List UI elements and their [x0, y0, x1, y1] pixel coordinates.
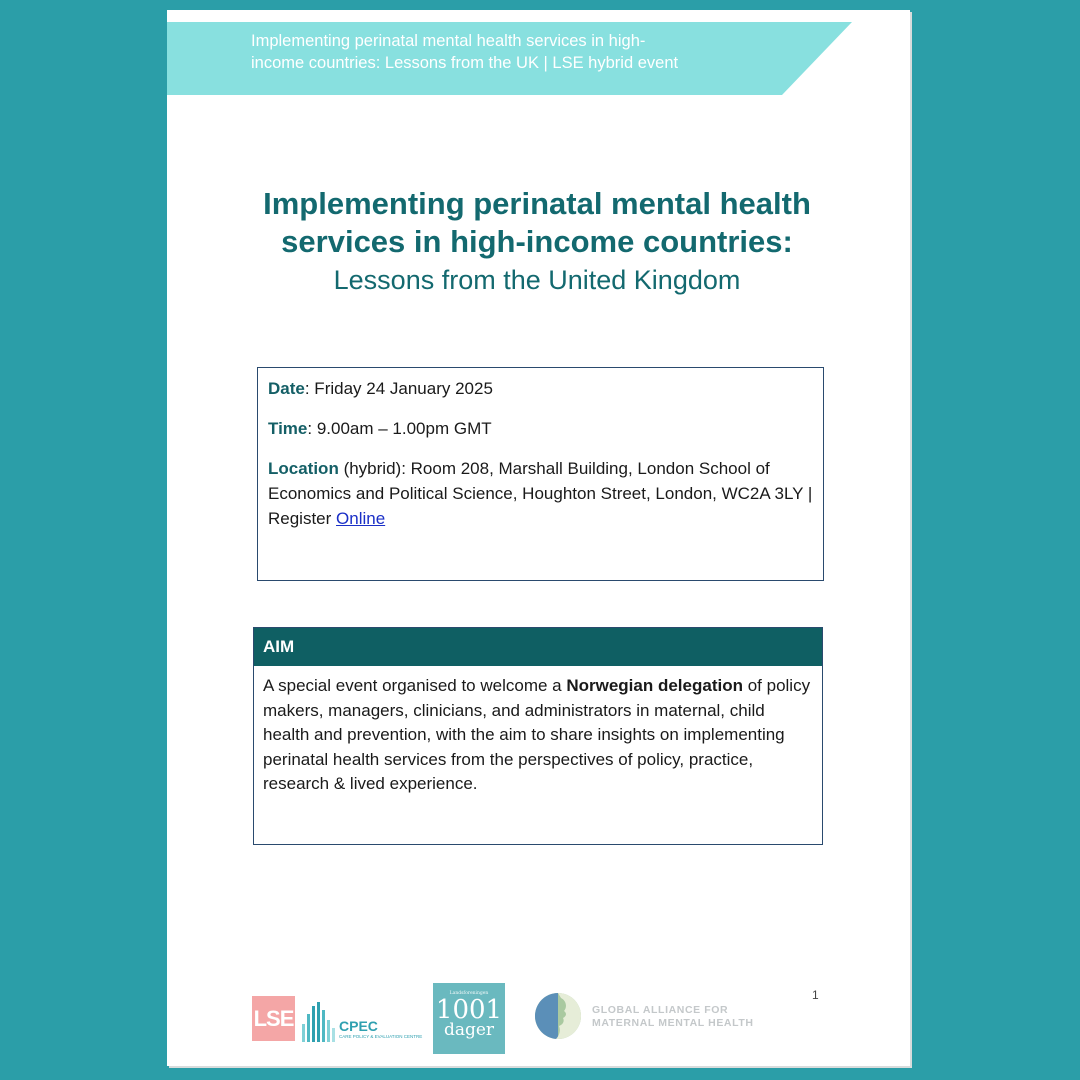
date-value: : Friday 24 January 2025 — [304, 379, 493, 398]
gamm-logo — [534, 992, 784, 1042]
banner-text — [251, 30, 771, 74]
time-value: : 9.00am – 1.00pm GMT — [307, 419, 492, 438]
title-line-2: services in high-income countries: — [281, 224, 793, 259]
aim-description — [254, 666, 822, 805]
cpec-logo-text: CPEC — [339, 1018, 378, 1034]
aim-header: AIM — [254, 628, 822, 666]
gamm-logo-text — [592, 1004, 754, 1030]
aim-text-end: of policy makers, managers, clinicians, and administrators in maternal, child health and prevention, with the aim to share insights on implementing perinatal health services from the perspectives of policy, practice, research & lived experience. — [263, 676, 811, 793]
date-row — [268, 376, 813, 401]
location-value: (hybrid): Room 208, Marshall Building, London School of Economics and Political Science, Houghton Street, London, WC2A 3LY | Register — [268, 459, 813, 528]
page-title — [207, 185, 867, 299]
lse-logo: LSE — [252, 996, 295, 1041]
logo-1001-word: dager — [443, 1020, 495, 1040]
banner-line-1: Implementing perinatal mental health services in high- — [251, 32, 646, 50]
aim-box — [253, 627, 823, 845]
title-line-1: Implementing perinatal mental health — [263, 186, 811, 221]
logo-1001-small-text: Landsforeningen — [449, 991, 489, 996]
location-label: Location — [268, 459, 339, 478]
time-row — [268, 416, 813, 441]
banner-flag-tail — [782, 22, 852, 95]
gamm-profile-icon — [534, 992, 582, 1040]
aim-text-bold: Norwegian delegation — [566, 676, 743, 695]
aim-text-start: A special event organised to welcome a — [263, 676, 567, 695]
title-subtitle: Lessons from the United Kingdom — [333, 265, 741, 295]
logo-1001-number: 1001 — [435, 995, 503, 1025]
date-label: Date — [268, 379, 305, 398]
gamm-line-2: MATERNAL MENTAL HEALTH — [592, 1017, 754, 1029]
time-label: Time — [268, 419, 308, 438]
event-details-box — [257, 367, 824, 581]
cpec-logo — [301, 996, 423, 1044]
logo-1001-dager — [433, 983, 505, 1054]
register-online-link[interactable]: Online — [336, 509, 386, 528]
page-number: 1 — [812, 988, 819, 1002]
location-row — [268, 456, 813, 531]
cpec-bars-icon — [301, 1002, 337, 1042]
banner-line-2: income countries: Lessons from the UK | LSE hybrid event — [251, 54, 679, 72]
cpec-logo-subtext: CARE POLICY & EVALUATION CENTRE — [339, 1034, 423, 1039]
document-page — [167, 10, 910, 1066]
gamm-line-1: GLOBAL ALLIANCE FOR — [592, 1004, 729, 1016]
